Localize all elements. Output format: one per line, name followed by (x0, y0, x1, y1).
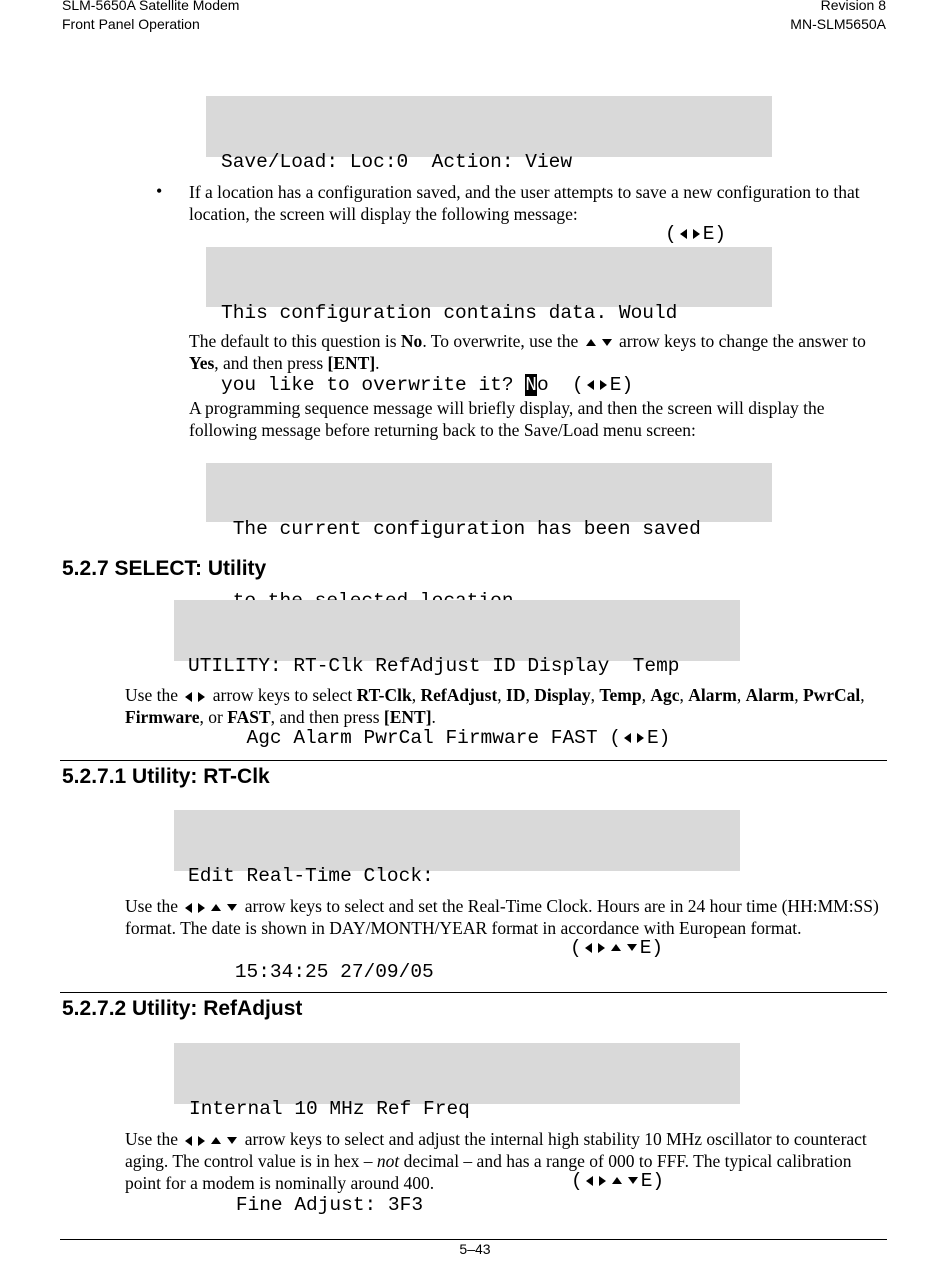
down-arrow-icon (227, 1137, 237, 1144)
up-arrow-icon (611, 944, 621, 951)
header-revision: Revision 8 (820, 0, 886, 13)
lcd-line: The current configuration has been saved (221, 518, 701, 540)
lcd-line: Save/Load: Loc:0 Action: View (221, 151, 573, 173)
running-header-left (62, 0, 239, 34)
left-arrow-icon (585, 943, 592, 953)
lcd-line: UTILITY: RT-Clk RefAdjust ID Display Temp (188, 655, 680, 677)
section-divider (60, 992, 887, 993)
page-number: 5–43 (459, 1241, 491, 1257)
up-arrow-icon (211, 1137, 221, 1144)
section-heading-utility: 5.2.7 SELECT: Utility (62, 557, 267, 580)
header-product: SLM-5650A Satellite Modem (62, 0, 240, 13)
lcd-saved-screen (206, 463, 772, 540)
right-arrow-icon (598, 943, 605, 953)
header-chapter: Front Panel Operation (62, 16, 200, 32)
left-arrow-icon (185, 903, 192, 913)
right-arrow-icon (693, 229, 700, 239)
lcd-key-hint: ( E) (665, 223, 727, 245)
up-arrow-icon (586, 339, 596, 346)
lcd-line: Fine Adjust: 3F3 (235, 1194, 424, 1216)
paragraph-refadjust: Use the arrow keys to select and adjust the internal high stability 10 MHz oscillator to counteract aging. The control value is in hex – not decimal – and has a range of 000 to FFF. The typical calibration point for a modem is nominally around 400. (125, 1129, 867, 1193)
left-arrow-icon (587, 380, 594, 390)
header-manual-id: MN-SLM5650A (790, 16, 886, 32)
left-arrow-icon (624, 733, 631, 743)
down-arrow-icon (627, 944, 637, 951)
bullet-icon: • (156, 181, 163, 201)
left-arrow-icon (185, 1136, 192, 1146)
lcd-key-hint: ( E) (570, 937, 664, 959)
lcd-key-hint: ( E) (571, 1170, 665, 1192)
right-arrow-icon (198, 692, 205, 702)
lcd-utility-screen: UTILITY: RT-Clk RefAdjust ID Display Temp Agc Alarm PwrCal Firmware FAST ( E) (174, 600, 740, 661)
paragraph-default-answer: The default to this question is No. To overwrite, use the arrow keys to change the answer to Yes, and then press [ENT]. (189, 331, 866, 373)
running-header-right (790, 0, 886, 34)
paragraph-programming-sequence: A programming sequence message will briefly display, and then the screen will display the following message before returning back to the Save/Load menu screen: (189, 398, 825, 440)
right-arrow-icon (637, 733, 644, 743)
lcd-line: This configuration contains data. Would (221, 302, 678, 324)
up-arrow-icon (211, 904, 221, 911)
lcd-line: Edit Real-Time Clock: (188, 865, 434, 887)
right-arrow-icon (600, 380, 607, 390)
lcd-cursor-highlight: N (525, 374, 537, 396)
right-arrow-icon (198, 903, 205, 913)
right-arrow-icon (198, 1136, 205, 1146)
lcd-line: 15:34:25 27/09/05 (234, 961, 434, 983)
paragraph-rtclk: Use the arrow keys to select and set the Real-Time Clock. Hours are in 24 hour time (HH:MM:SS) format. The date is shown in DAY/MONTH/YEAR format in accordance with European format. (125, 896, 879, 938)
bullet-paragraph: If a location has a configuration saved, and the user attempts to save a new configuration to that location, the screen will display the following message: (189, 182, 860, 224)
down-arrow-icon (227, 904, 237, 911)
lcd-overwrite-screen: This configuration contains data. Would you like to overwrite it? No ( E) (206, 247, 772, 307)
left-arrow-icon (680, 229, 687, 239)
paragraph-utility-select: Use the arrow keys to select RT-Clk, RefAdjust, ID, Display, Temp, Agc, Alarm, Alarm, PwrCal, Firmware, or FAST, and then press [ENT]. (125, 685, 865, 727)
section-heading-rtclk: 5.2.7.1 Utility: RT-Clk (62, 765, 270, 788)
section-heading-refadjust: 5.2.7.2 Utility: RefAdjust (62, 997, 303, 1020)
lcd-line: Internal 10 MHz Ref Freq (189, 1098, 470, 1120)
down-arrow-icon (602, 339, 612, 346)
left-arrow-icon (185, 692, 192, 702)
section-divider (60, 760, 887, 761)
footer-divider (60, 1239, 887, 1240)
